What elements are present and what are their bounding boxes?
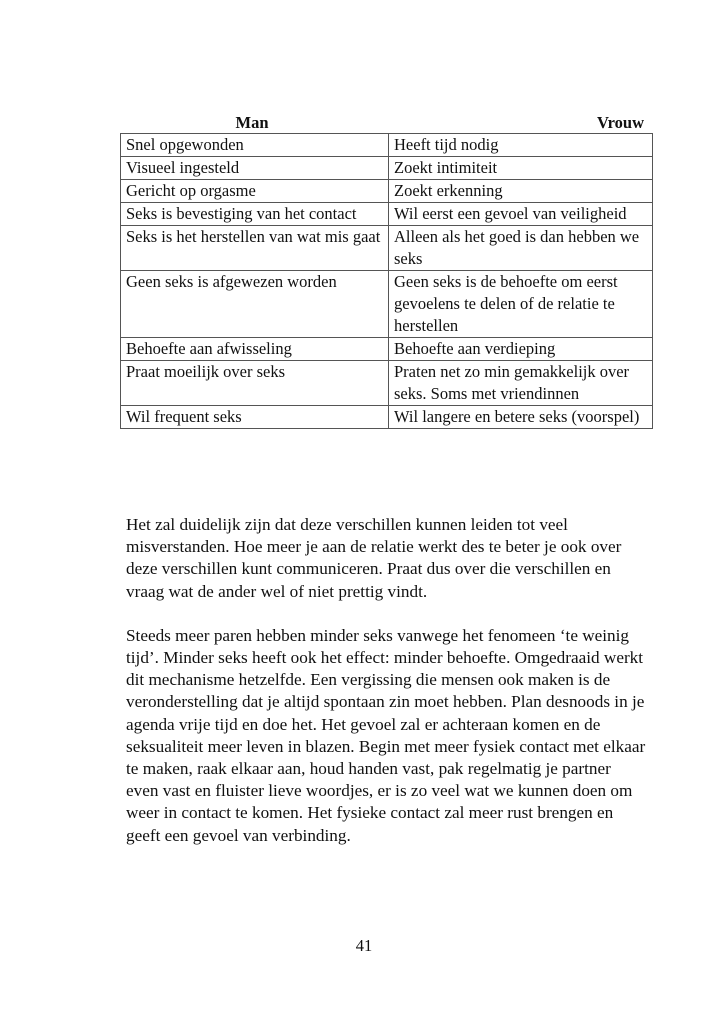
table-row — [121, 180, 653, 203]
table-cell-vrouw: Alleen als het goed is dan hebben we seks — [389, 226, 653, 271]
table-row — [121, 406, 653, 429]
table-column-headers — [120, 113, 652, 133]
comparison-table — [120, 133, 653, 429]
table-cell-vrouw: Behoefte aan verdieping — [389, 338, 653, 361]
table-row — [121, 361, 653, 406]
table-row — [121, 203, 653, 226]
table-cell-man: Seks is het herstellen van wat mis gaat — [121, 226, 389, 271]
table-cell-vrouw: Wil langere en betere seks (voorspel) — [389, 406, 653, 429]
table-cell-man: Seks is bevestiging van het contact — [121, 203, 389, 226]
body-text — [126, 514, 646, 869]
table-cell-vrouw: Praten net zo min gemakkelijk over seks. Soms met vriendinnen — [389, 361, 653, 406]
table-row — [121, 134, 653, 157]
table-cell-man: Behoefte aan afwisseling — [121, 338, 389, 361]
table-cell-man: Geen seks is afgewezen worden — [121, 271, 389, 338]
table-cell-man: Wil frequent seks — [121, 406, 389, 429]
table-row — [121, 226, 653, 271]
table-cell-vrouw: Zoekt erkenning — [389, 180, 653, 203]
paragraph-weinig-tijd: Steeds meer paren hebben minder seks vanwege het fenomeen ‘te weinig tijd’. Minder seks heeft ook het effect: minder behoefte. Omgedraaid werkt dit mechanisme hetzelfde. Een vergissing die mensen ook maken is de veronderstelling dat je altijd spontaan zin moet hebben. Plan desnoods in je agenda vrije tijd en doe het. Het gevoel zal er achteraan komen en de seksualiteit meer leven in blazen. Begin met meer fysiek contact met elkaar te maken, raak elkaar aan, houd handen vast, pak regelmatig je partner even vast en fluister lieve woordjes, er is zo veel wat we kunnen doen om weer in contact te komen. Het fysieke contact zal meer rust brengen en geeft een gevoel van verbinding. — [126, 625, 646, 845]
paragraph-misverstanden: Het zal duidelijk zijn dat deze verschillen kunnen leiden tot veel misverstanden. Hoe meer je aan de relatie werkt des te beter je ook over deze verschillen kunt communiceren. Praat dus over die verschillen en vraag wat de ander wel of niet prettig vindt. — [126, 515, 622, 601]
table-cell-vrouw: Heeft tijd nodig — [389, 134, 653, 157]
table-cell-man: Praat moeilijk over seks — [121, 361, 389, 406]
table-row — [121, 338, 653, 361]
table-cell-man: Gericht op orgasme — [121, 180, 389, 203]
table-cell-man: Snel opgewonden — [121, 134, 389, 157]
page-number: 41 — [355, 936, 373, 955]
table-cell-vrouw: Zoekt intimiteit — [389, 157, 653, 180]
column-header-vrouw: Vrouw — [596, 113, 644, 132]
table-cell-vrouw: Wil eerst een gevoel van veiligheid — [389, 203, 653, 226]
column-header-man: Man — [235, 113, 269, 132]
table-cell-vrouw: Geen seks is de behoefte om eerst gevoelens te delen of de relatie te herstellen — [389, 271, 653, 338]
table-cell-man: Visueel ingesteld — [121, 157, 389, 180]
table-row — [121, 271, 653, 338]
comparison-table-section — [120, 113, 652, 429]
table-row — [121, 157, 653, 180]
